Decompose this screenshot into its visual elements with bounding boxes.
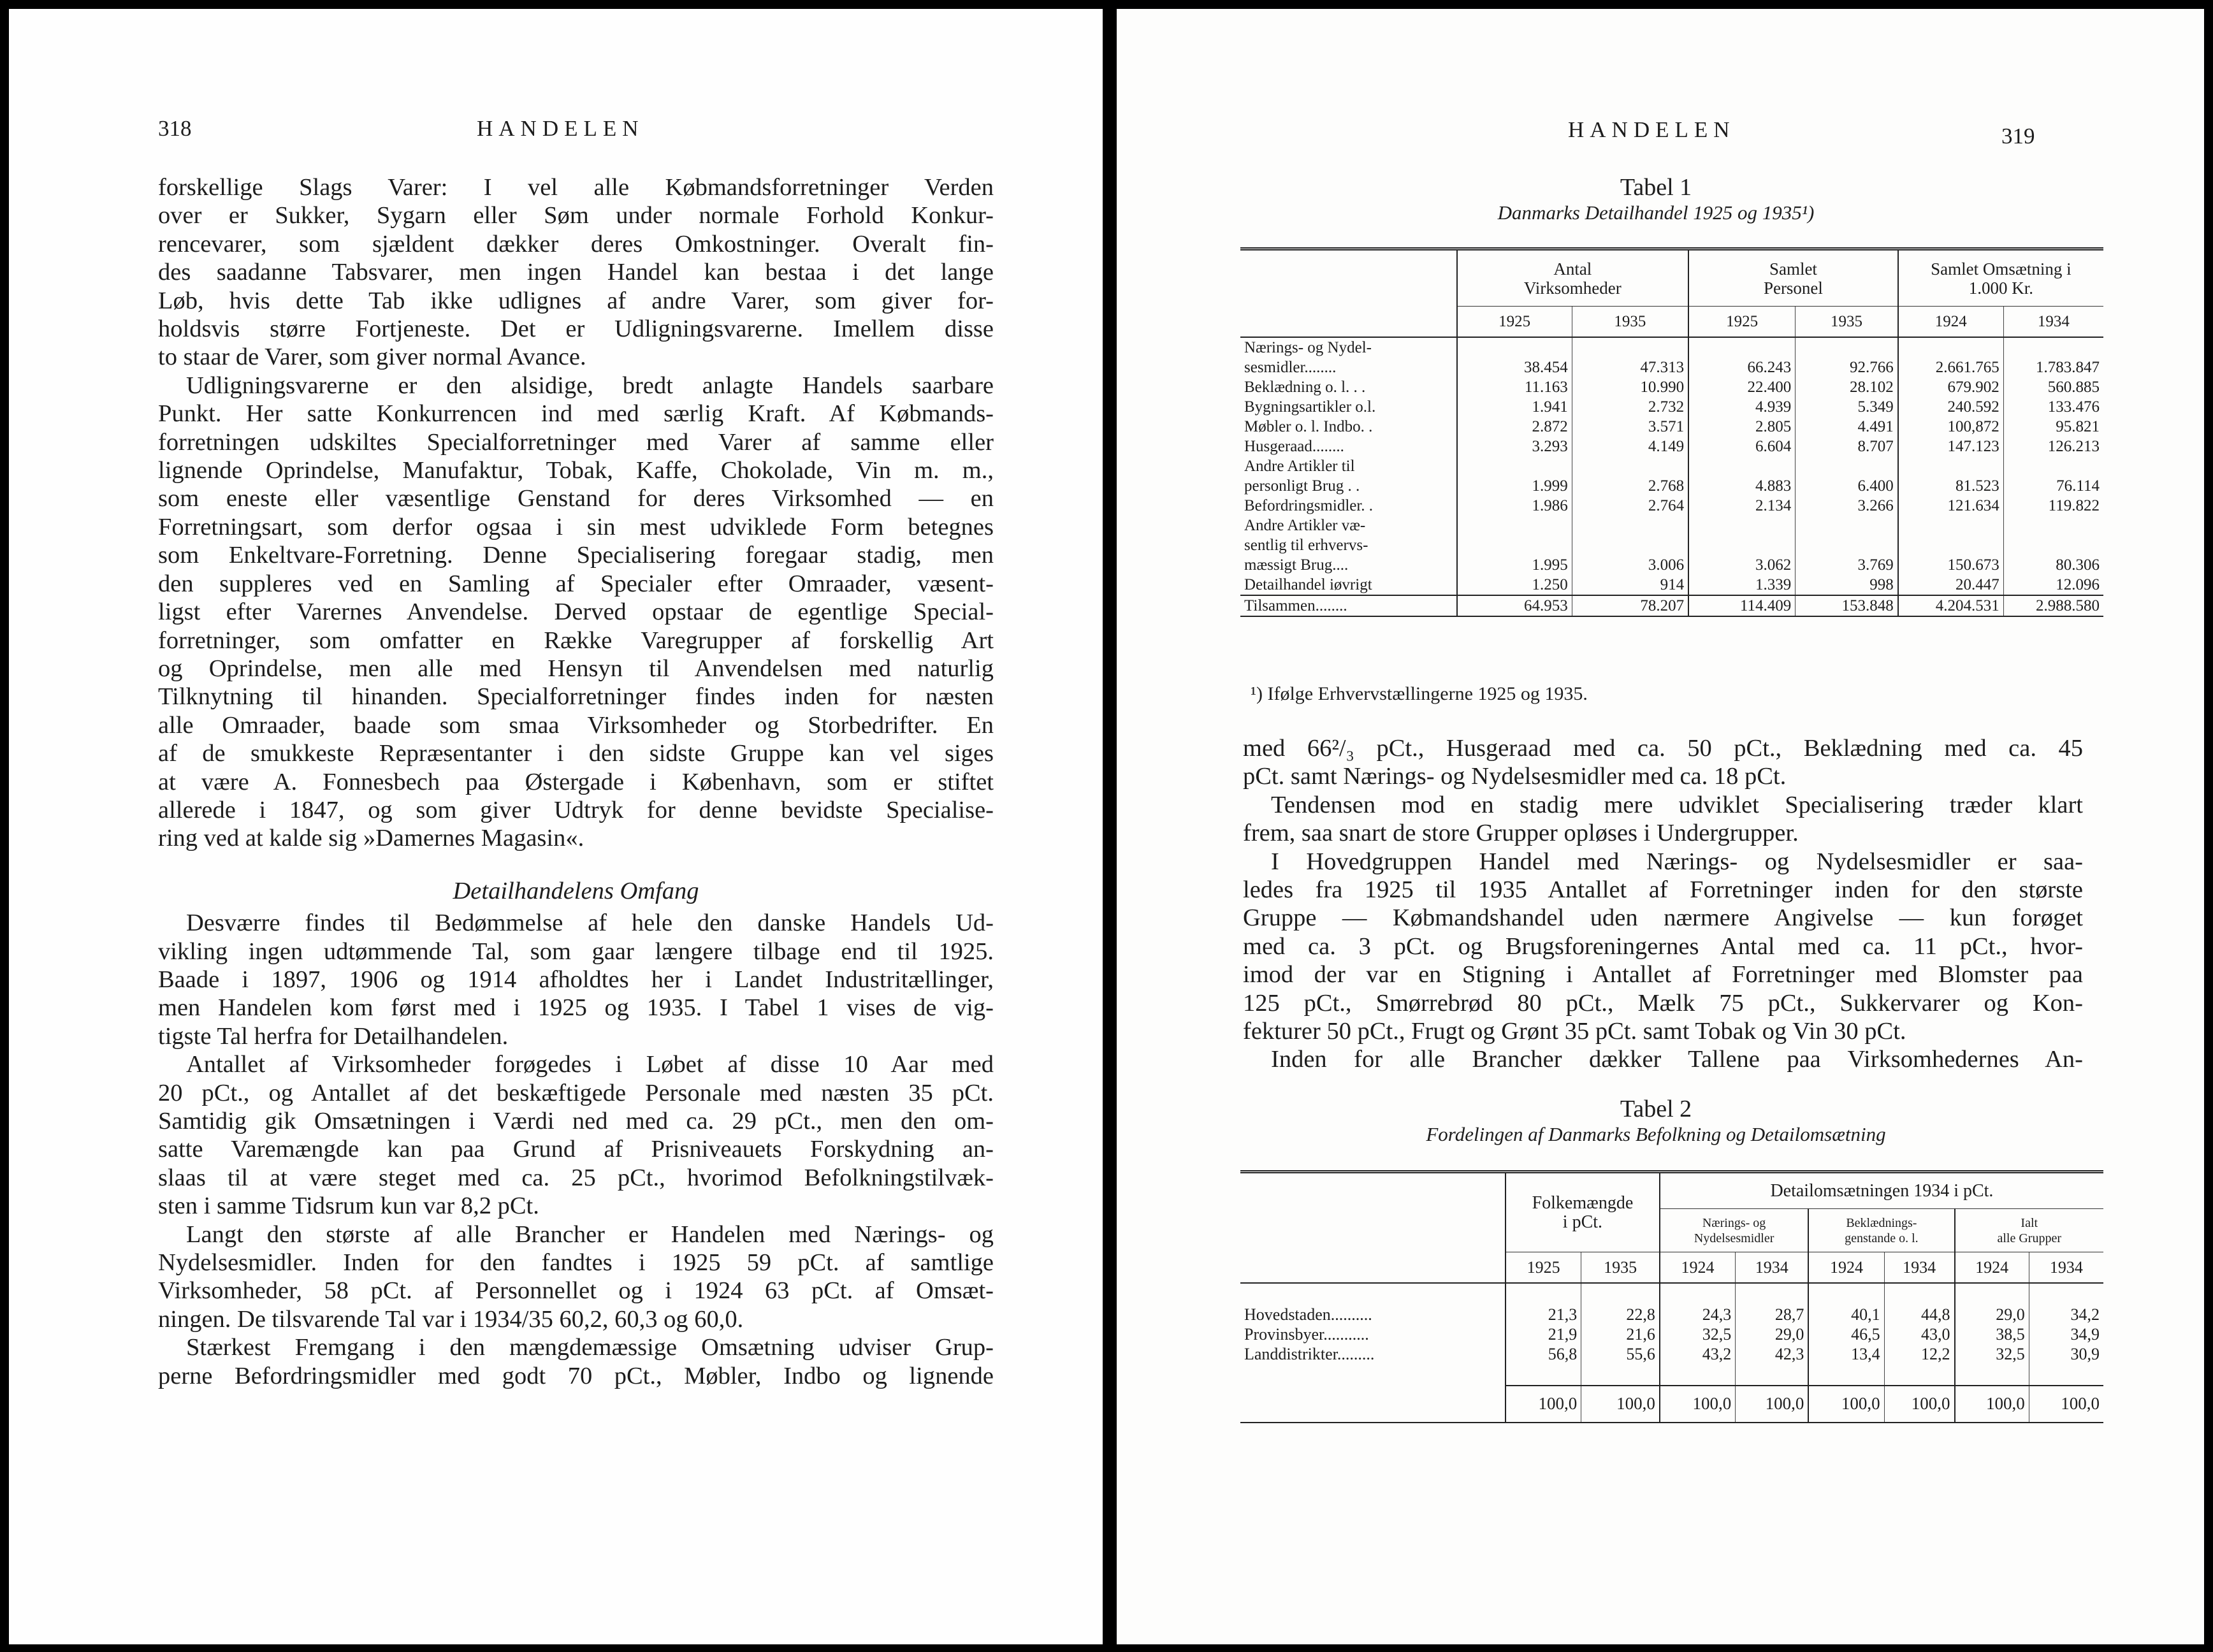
cell: 24,3 — [1660, 1305, 1736, 1324]
page-number: 318 — [158, 116, 192, 141]
text-line: men Handelen kom først med i 1925 og 1935. I Tabel 1 vises de vig- — [158, 994, 994, 1022]
text-line: forskellige Slags Varer: I vel alle Købmandsforretninger Verden — [158, 174, 994, 201]
header-text: Beklædnings- — [1846, 1215, 1917, 1230]
header-text: Samlet Omsætning i 1.000 Kr. — [1931, 259, 2072, 298]
cell: 29,0 — [1736, 1324, 1809, 1344]
table-row — [1240, 1344, 2103, 1364]
cell: 10.990 — [1572, 377, 1688, 397]
col-header — [1898, 249, 2103, 307]
cell: 240.592 — [1898, 397, 2003, 417]
table-row — [1240, 1305, 2103, 1324]
text-line: frem, saa snart de store Grupper opløses i Undergrupper. — [1243, 820, 1799, 847]
year-header: 1924 — [1955, 1252, 2029, 1283]
cell: 1.986 — [1457, 496, 1572, 516]
page-number: 319 — [2001, 124, 2035, 149]
row-label: Nærings- og Nydel- — [1244, 338, 1372, 356]
text-line: som Enkeltvare-Forretning. Denne Specialisering foregaar stadig, men — [158, 542, 994, 569]
cell: 100,872 — [1898, 417, 2003, 437]
header-text: Ialt — [2021, 1215, 2038, 1230]
cell: 64.953 — [1457, 595, 1572, 616]
cell: 28.102 — [1796, 377, 1898, 397]
table2-title: Tabel 2 — [1620, 1096, 1692, 1122]
cell: 114.409 — [1688, 595, 1796, 616]
cell: 22,8 — [1581, 1305, 1660, 1324]
cell: 81.523 — [1898, 456, 2003, 496]
text-line: holdsvis større Fortjeneste. Det er Udligningsvarerne. Imellem disse — [158, 315, 994, 343]
cell: 4.883 — [1688, 456, 1796, 496]
cell: 76.114 — [2003, 456, 2103, 496]
row-label: mæssigt Brug.... — [1244, 556, 1349, 574]
cell: 3.062 — [1688, 516, 1796, 575]
text-line: Desværre findes til Bedømmelse af hele den danske Handels Ud- — [186, 909, 994, 937]
text-line: med 66²/₃ pCt., Husgeraad med ca. 50 pCt., Beklædning med ca. 45 — [1243, 735, 2083, 762]
header-text: Antal Virksomheder — [1523, 259, 1622, 298]
year-header: 1924 — [1898, 307, 2003, 337]
cell: 119.822 — [2003, 496, 2103, 516]
row-label: Befordringsmidler. . — [1244, 496, 1374, 514]
cell: 1.941 — [1457, 397, 1572, 417]
year-header: 1925 — [1688, 307, 1796, 337]
row-label: Husgeraad........ — [1244, 437, 1344, 455]
cell: 1.995 — [1457, 516, 1572, 575]
cell: 8.707 — [1796, 437, 1898, 456]
header-text: alle Grupper — [1997, 1231, 2061, 1245]
cell: 11.163 — [1457, 377, 1572, 397]
row-label: sentlig til erhvervs- — [1244, 536, 1368, 554]
text-line: Antallet af Virksomheder forøgedes i Løbet af disse 10 Aar med — [186, 1051, 994, 1078]
cell: 3.006 — [1572, 516, 1688, 575]
col-header — [1688, 249, 1898, 307]
cell: 100,0 — [1884, 1386, 1954, 1423]
table-2 — [1240, 1170, 2103, 1423]
body-text — [158, 173, 994, 1390]
text-line: alle Omraader, baade som smaa Virksomheder og Storbedrifter. En — [158, 711, 994, 739]
text-line: ningen. De tilsvarende Tal var i 1934/35 60,2, 60,3 og 60,0. — [158, 1305, 744, 1333]
running-head: HANDELEN — [1568, 117, 1736, 142]
table-row — [1240, 437, 2103, 456]
cell: 2.764 — [1572, 496, 1688, 516]
cell: 3.571 — [1572, 417, 1688, 437]
table-row — [1240, 377, 2103, 397]
cell: 2.661.765 — [1898, 337, 2003, 377]
text-line: 20 pCt., og Antallet af det beskæftigede Personale med næsten 35 pCt. — [158, 1079, 994, 1106]
table2-subtitle: Fordelingen af Danmarks Befolkning og Detailomsætning — [1426, 1123, 1886, 1145]
cell: 34,9 — [2029, 1324, 2103, 1344]
cell: 560.885 — [2003, 377, 2103, 397]
cell: 1.999 — [1457, 456, 1572, 496]
cell: 92.766 — [1796, 337, 1898, 377]
cell: 56,8 — [1506, 1344, 1581, 1364]
col-header — [1457, 249, 1689, 307]
text-line: Virksomheder, 58 pCt. af Personnellet og i 1924 63 pCt. af Omsæt- — [158, 1277, 994, 1305]
cell: 914 — [1572, 575, 1688, 595]
header-text: Samlet Personel — [1763, 259, 1823, 298]
cell: 4.204.531 — [1898, 595, 2003, 616]
header-text: Nærings- og — [1702, 1215, 1766, 1230]
year-header: 1935 — [1796, 307, 1898, 337]
text-line: den suppleres ved en Samling af Specialer efter Omraader, væsent- — [158, 570, 994, 597]
text-line: ledes fra 1925 til 1935 Antallet af Forretninger inden for den største — [1243, 876, 2083, 904]
row-label: Møbler o. l. Indbo. . — [1244, 417, 1373, 435]
row-label: sesmidler........ — [1244, 358, 1337, 376]
text-line: I Hovedgruppen Handel med Nærings- og Nydelsesmidler er saa- — [1271, 848, 2083, 875]
text-line: 125 pCt., Smørrebrød 80 pCt., Mælk 75 pCt., Sukkervarer og Kon- — [1243, 989, 2083, 1017]
cell: 78.207 — [1572, 595, 1688, 616]
header-text: Folkemængde — [1532, 1192, 1634, 1213]
cell: 2.988.580 — [2003, 595, 2103, 616]
table1-body — [1240, 337, 2103, 616]
cell: 21,3 — [1506, 1305, 1581, 1324]
cell: 100,0 — [1506, 1386, 1581, 1423]
year-header: 1925 — [1457, 307, 1572, 337]
cell: 32,5 — [1955, 1344, 2029, 1364]
text-line: ring ved at kalde sig »Damernes Magasin«. — [158, 825, 584, 852]
text-line: vikling ingen udtømmende Tal, som gaar længere tilbage end til 1925. — [158, 938, 994, 965]
text-line: Forretningsart, som derfor ogsaa i sin mest udviklede Form betegnes — [158, 513, 994, 540]
table-row — [1240, 397, 2103, 417]
year-header: 1935 — [1572, 307, 1688, 337]
year-header: 1924 — [1808, 1252, 1884, 1283]
text-line: og Oprindelse, men alle med Hensyn til Anvendelsen med naturlig — [158, 655, 994, 682]
cell: 2.768 — [1572, 456, 1688, 496]
cell: 40,1 — [1808, 1305, 1884, 1324]
cell: 100,0 — [1955, 1386, 2029, 1423]
row-label: Beklædning o. l. . . — [1244, 378, 1366, 396]
text-line: Løb, hvis dette Tab ikke udlignes af andre Varer, som giver for- — [158, 287, 994, 314]
table1-subtitle: Danmarks Detailhandel 1925 og 1935¹) — [1497, 201, 1815, 224]
cell: 3.266 — [1796, 496, 1898, 516]
table-row — [1240, 1324, 2103, 1344]
text-line: imod der var en Stigning i Antallet af Forretninger med Blomster paa — [1243, 961, 2083, 989]
header-text: Detailomsætningen 1934 i pCt. — [1660, 1172, 2103, 1209]
table-row — [1240, 575, 2103, 595]
cell: 998 — [1796, 575, 1898, 595]
cell: 100,0 — [1660, 1386, 1736, 1423]
text-line: Langt den største af alle Brancher er Handelen med Nærings- og — [186, 1221, 994, 1248]
header-text: Nydelsesmidler — [1694, 1231, 1774, 1245]
text-line: Samtidig gik Omsætningen i Værdi ned med ca. 29 pCt., men den om- — [158, 1108, 994, 1134]
cell: 28,7 — [1736, 1305, 1809, 1324]
text-line: Inden for alle Brancher dækker Tallene paa Virksomhedernes An- — [1271, 1046, 2083, 1073]
row-label: Landdistrikter......... — [1244, 1344, 1375, 1363]
cell: 38.454 — [1457, 337, 1572, 377]
table-row — [1240, 456, 2103, 496]
text-line: sten i samme Tidsrum kun var 8,2 pCt. — [158, 1192, 539, 1220]
year-header: 1924 — [1660, 1252, 1736, 1283]
row-label: Andre Artikler væ- — [1244, 516, 1366, 534]
table-row — [1240, 496, 2103, 516]
cell: 100,0 — [1808, 1386, 1884, 1423]
text-line: over er Sukker, Sygarn eller Søm under normale Forhold Konkur- — [158, 202, 994, 229]
text-line: Punkt. Her satte Konkurrencen ind med særlig Kraft. Af Købmands- — [158, 400, 994, 428]
cell: 12.096 — [2003, 575, 2103, 595]
cell: 4.491 — [1796, 417, 1898, 437]
text-line: allerede i 1847, og som giver Udtryk for denne bevidste Specialise- — [158, 796, 994, 823]
cell: 43,0 — [1884, 1324, 1954, 1344]
table1-footnote: ¹) Ifølge Erhvervstællingerne 1925 og 1935. — [1251, 683, 1588, 704]
cell: 12,2 — [1884, 1344, 1954, 1364]
table1-title: Tabel 1 — [1620, 174, 1692, 201]
cell: 1.783.847 — [2003, 337, 2103, 377]
table-1 — [1240, 247, 2103, 617]
cell: 32,5 — [1660, 1324, 1736, 1344]
text-line: Tendensen mod en stadig mere udviklet Specialisering træder klart — [1271, 791, 2083, 818]
text-line: rencevarer, som sjældent dækker deres Omkostninger. Overalt fin- — [158, 230, 994, 257]
row-label: Detailhandel iøvrigt — [1244, 576, 1372, 593]
cell: 95.821 — [2003, 417, 2103, 437]
year-header: 1934 — [2003, 307, 2103, 337]
cell: 1.250 — [1457, 575, 1572, 595]
text-line: Stærkest Fremgang i den mængdemæssige Omsætning udviser Grup- — [186, 1334, 994, 1361]
year-header: 1925 — [1506, 1252, 1581, 1283]
text-line: perne Befordringsmidler med godt 70 pCt., Møbler, Indbo og lignende — [158, 1362, 994, 1389]
cell: 2.134 — [1688, 496, 1796, 516]
text-line: Gruppe — Købmandshandel uden nærmere Angivelse — kun forøget — [1243, 904, 2083, 932]
right-page — [1117, 9, 2204, 1644]
cell: 55,6 — [1581, 1344, 1660, 1364]
cell: 38,5 — [1955, 1324, 2029, 1344]
year-header: 1934 — [2029, 1252, 2103, 1283]
row-label: Andre Artikler til — [1244, 457, 1355, 475]
cell: 21,6 — [1581, 1324, 1660, 1344]
section-heading: Detailhandelens Omfang — [453, 877, 699, 904]
table-row — [1240, 516, 2103, 575]
year-header: 1934 — [1884, 1252, 1954, 1283]
cell: 20.447 — [1898, 575, 2003, 595]
cell: 126.213 — [2003, 437, 2103, 456]
cell: 3.769 — [1796, 516, 1898, 575]
cell: 4.149 — [1572, 437, 1688, 456]
row-label: Tilsammen........ — [1240, 595, 1457, 616]
body-text — [1243, 734, 2083, 1074]
text-line: forretninger, som omfatter en Række Varegrupper af forskellig Art — [158, 627, 994, 654]
cell: 22.400 — [1688, 377, 1796, 397]
text-line: af de smukkeste Repræsentanter i den sidste Gruppe kan vel siges — [158, 740, 994, 767]
text-line: at være A. Fonnesbech paa Østergade i København, som er stiftet — [158, 768, 994, 795]
table1-caption — [1242, 173, 2070, 224]
cell: 29,0 — [1955, 1305, 2029, 1324]
cell: 6.400 — [1796, 456, 1898, 496]
cell: 13,4 — [1808, 1344, 1884, 1364]
cell: 30,9 — [2029, 1344, 2103, 1364]
cell: 100,0 — [1581, 1386, 1660, 1423]
cell: 147.123 — [1898, 437, 2003, 456]
cell: 80.306 — [2003, 516, 2103, 575]
text-line: slaas til at være steget med ca. 25 pCt., hvorimod Befolkningstilvæk- — [158, 1164, 994, 1191]
cell: 100,0 — [2029, 1386, 2103, 1423]
text-line: Udligningsvarerne er den alsidige, bredt anlagte Handels saarbare — [186, 372, 994, 399]
text-line: des saadanne Tabsvarer, men ingen Handel kan bestaa i det lange — [158, 259, 994, 286]
cell: 153.848 — [1796, 595, 1898, 616]
table-row — [1240, 337, 2103, 377]
cell: 66.243 — [1688, 337, 1796, 377]
cell: 44,8 — [1884, 1305, 1954, 1324]
cell: 4.939 — [1688, 397, 1796, 417]
cell: 2.872 — [1457, 417, 1572, 437]
total-row — [1240, 595, 2103, 616]
row-label: Bygningsartikler o.l. — [1244, 398, 1376, 416]
cell: 5.349 — [1796, 397, 1898, 417]
total-row — [1240, 1386, 2103, 1423]
row-label: Provinsbyer........... — [1244, 1324, 1369, 1344]
header-text: genstande o. l. — [1845, 1231, 1919, 1245]
cell: 42,3 — [1736, 1344, 1809, 1364]
running-head: HANDELEN — [477, 116, 644, 141]
cell: 2.732 — [1572, 397, 1688, 417]
text-line: lignende Oprindelse, Manufaktur, Tobak, Kaffe, Chokolade, Vin m. m., — [158, 457, 994, 484]
header-text: i pCt. — [1562, 1212, 1603, 1232]
text-line: to staar de Varer, som giver normal Avance. — [158, 344, 586, 371]
left-page — [9, 9, 1103, 1644]
text-line: med ca. 3 pCt. og Brugsforeningernes Antal med ca. 11 pCt., hvor- — [1243, 932, 2083, 960]
text-line: ligst efter Varernes Anvendelse. Derved opstaar de egentlige Special- — [158, 598, 994, 626]
text-line: forretningen udskiltes Specialforretninger med Varer af samme eller — [158, 428, 994, 456]
text-line: som eneste eller væsentlige Genstand for deres Virksomhed — en — [158, 485, 994, 512]
cell: 43,2 — [1660, 1344, 1736, 1364]
table-row — [1240, 417, 2103, 437]
text-line: fekturer 50 pCt., Frugt og Grønt 35 pCt. samt Tobak og Vin 30 pCt. — [1243, 1018, 1906, 1045]
cell: 46,5 — [1808, 1324, 1884, 1344]
cell: 21,9 — [1506, 1324, 1581, 1344]
cell: 150.673 — [1898, 516, 2003, 575]
row-label: Hovedstaden.......... — [1244, 1305, 1372, 1324]
table2-caption — [1242, 1095, 2070, 1146]
year-header: 1935 — [1581, 1252, 1660, 1283]
text-line: tigste Tal herfra for Detailhandelen. — [158, 1022, 509, 1050]
cell: 133.476 — [2003, 397, 2103, 417]
text-line: Baade i 1897, 1906 og 1914 afholdtes her i Landet Industritællinger, — [158, 966, 994, 993]
cell: 6.604 — [1688, 437, 1796, 456]
cell: 100,0 — [1736, 1386, 1809, 1423]
row-label: personligt Brug . . — [1244, 477, 1360, 495]
year-header: 1934 — [1736, 1252, 1809, 1283]
cell: 34,2 — [2029, 1305, 2103, 1324]
text-line: pCt. samt Nærings- og Nydelsesmidler med ca. 18 pCt. — [1243, 763, 1787, 790]
text-line: Tilknytning til hinanden. Specialforretninger findes inden for næsten — [158, 683, 994, 711]
cell: 47.313 — [1572, 337, 1688, 377]
cell: 2.805 — [1688, 417, 1796, 437]
cell: 679.902 — [1898, 377, 2003, 397]
text-line: satte Varemængde kan paa Grund af Prisniveauets Forskydning an- — [158, 1136, 994, 1163]
cell: 3.293 — [1457, 437, 1572, 456]
cell: 121.634 — [1898, 496, 2003, 516]
text-line: Nydelsesmidler. Inden for den fandtes i 1925 59 pCt. af samtlige — [158, 1249, 994, 1277]
cell: 1.339 — [1688, 575, 1796, 595]
